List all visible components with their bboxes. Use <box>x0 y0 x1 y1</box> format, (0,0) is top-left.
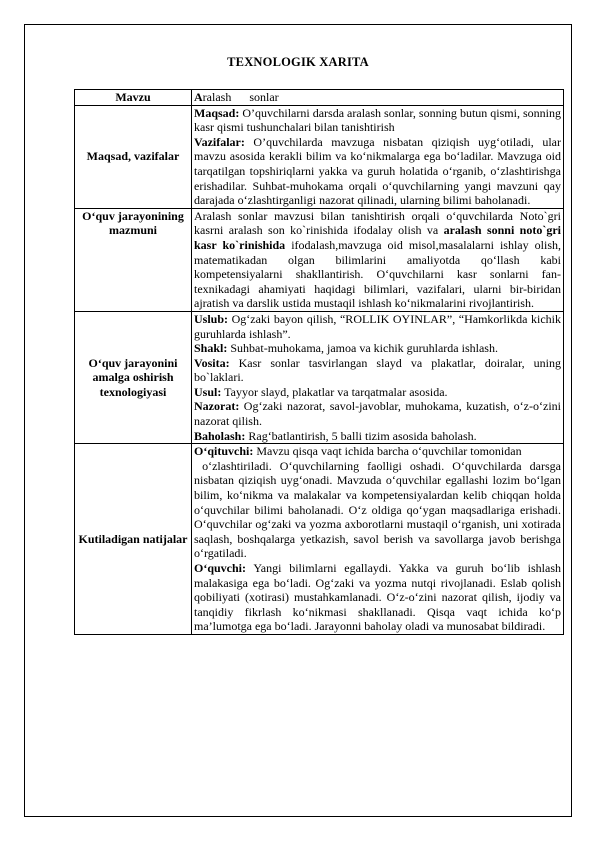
student-paragraph <box>194 561 561 634</box>
table-row-mazmun <box>75 208 564 311</box>
document-title: TEXNOLOGIK XARITA <box>227 55 369 69</box>
form-text: Suhbat-muhokama, jamoa va kichik guruhlarda ishlash. <box>227 341 498 356</box>
content-text-a: Aralash sonlar mavzusi bilan tanishtirish orqali o‘quvchilarda Noto`gri kasrni aralash son ko`rinishida ifodalay olish va <box>194 208 561 238</box>
goal-label: Maqsad: <box>194 105 240 120</box>
method-label: Uslub: <box>194 311 229 326</box>
content-text-bold: aralash sonni noto`gri kasr ko`rinishida <box>194 223 561 252</box>
table-row-mavzu <box>75 90 564 106</box>
method-paragraph <box>194 312 561 341</box>
teacher-label: O‘qituvchi: <box>194 444 254 459</box>
control-paragraph <box>194 399 561 428</box>
topic-first-letter: A <box>194 90 203 104</box>
content-text-b: ifodalash,mavzuga oid misol,masalalarni ishlay olish, matematikadan olgan bilimlarini amaliyotda qo‘llash kabi kompetensiyalarni shakllantirish. O‘quvchilarni kasr sonlarni fan-texnikadagi ahamiyati haqidagi bilimlari, vazifalari, ularni bir-biridan ajratish va darslik ustida mustaqil ishlash ko‘nikmalarini rivojlantirish. <box>194 237 561 311</box>
teacher-paragraph <box>194 444 561 459</box>
tasks-paragraph <box>194 135 561 208</box>
teacher-text-2: o‘zlashtiriladi. O‘quvchilarning faolligi oshadi. O‘quvchilarda darsga nisbatan qiziqish uyg‘onadi. Mavzuda o‘quvchilar egallashi lozim bo‘lgan bilim, ko‘nikma va malakalar va kompetensiyalardan kelib chiqqan holda o‘quvchilar bilimi baholanadi. O‘z oldiga qo‘ygan maqsadlariga erishadi. O‘quvchilar og‘zaki va yozma axborotlarni mustaqil o‘rganish, uni xotirada saqlash, boshqalarga yetkazish, savol berish va savollarga javob berishga o‘rgatiladi. <box>194 458 564 561</box>
tasks-text: O’quvchilarda mavzuga nisbatan qiziqish uyg‘otiladi, ular mavzu asosida kerakli bilim va ko‘nikmalarga ega bo‘ladilar. Mavzuga oid tarqatilgan topshiriqlarni yakka va guruh holatida o‘rganib, o‘zlashtirishga erishadilar. Suhbat-muhokama orqali o‘quvchilarning yangi mavzuni qay darajada o‘zlashtirganligi nazorat qilinadi, ularning bilimi baholanadi. <box>194 134 561 208</box>
teacher-text-1: Mavzu qisqa vaqt ichida barcha o‘quvchilar tomonidan <box>253 444 522 459</box>
tools-paragraph <box>194 356 561 385</box>
table-row-maqsad <box>75 105 564 208</box>
table-row-natijalar <box>75 444 564 635</box>
student-text: Yangi bilimlarni egallaydi. Yakka va guruh bo‘lib ishlash malakasiga ega bo‘ladi. Og‘zaki va yozma nutqi rivojlanadi. Eslab qolish qobiliyati (xotirasi) mustahkamlanadi. O‘z-o‘zini nazorat qilish, ijodiy va tanqidiy fikrlash ko‘nikmasi shakllanadi. Qisqa vaqt ichida ko‘p ma’lumotga ega bo‘ladi. Jarayonni baholay oladi va munosabat bildiradi. <box>194 561 561 634</box>
goals-cell <box>192 105 564 208</box>
student-label: O‘quvchi: <box>194 561 247 575</box>
topic-text: ralash sonlar <box>202 90 279 104</box>
assessment-paragraph <box>194 429 561 444</box>
tasks-label: Vazifalar: <box>194 134 245 149</box>
approach-text: Tayyor slayd, plakatlar va tarqatmalar asosida. <box>221 384 448 399</box>
row-label-mavzu: Mavzu <box>75 90 192 106</box>
goal-text: O’quvchilarni darsda aralash sonlar, sonning butun qismi, sonning kasr qismi tushunchalari bilan tanishtirish <box>194 105 561 135</box>
row-label-natijalar: Kutiladigan natijalar <box>75 444 192 635</box>
table-row-texnologiya <box>75 311 564 443</box>
assessment-text: Rag‘batlantirish, 5 balli tizim asosida baholash. <box>245 428 477 443</box>
control-label: Nazorat: <box>194 399 240 414</box>
row-label-texnologiya: O‘quv jarayonini amalga oshirish texnologiyasi <box>75 311 192 443</box>
approach-label: Usul: <box>194 384 222 399</box>
results-cell <box>192 444 564 635</box>
control-text: Og‘zaki nazorat, savol-javoblar, muhokama, kuzatish, o‘z-o‘zini nazorat qilish. <box>194 399 561 429</box>
technology-map-table <box>74 89 564 635</box>
row-label-maqsad: Maqsad, vazifalar <box>75 105 192 208</box>
assessment-label: Baholash: <box>194 428 246 443</box>
technology-cell <box>192 311 564 443</box>
tools-label: Vosita: <box>194 355 230 370</box>
content-cell <box>192 208 564 311</box>
goal-paragraph <box>194 106 561 135</box>
form-paragraph <box>194 341 561 356</box>
tools-text: Kasr sonlar tasvirlangan slayd va plakatlar, doiralar, uning bo`laklari. <box>194 355 561 385</box>
row-label-mazmun: O‘quv jarayonining mazmuni <box>75 208 192 311</box>
method-text: Og‘zaki bayon qilish, “ROLLIK OYINLAR”, “Hamkorlikda kichik guruhlarda ishlash”. <box>194 311 561 341</box>
teacher-paragraph-cont <box>194 458 564 561</box>
form-label: Shakl: <box>194 341 228 356</box>
approach-paragraph <box>194 385 561 400</box>
topic-cell <box>192 90 564 106</box>
